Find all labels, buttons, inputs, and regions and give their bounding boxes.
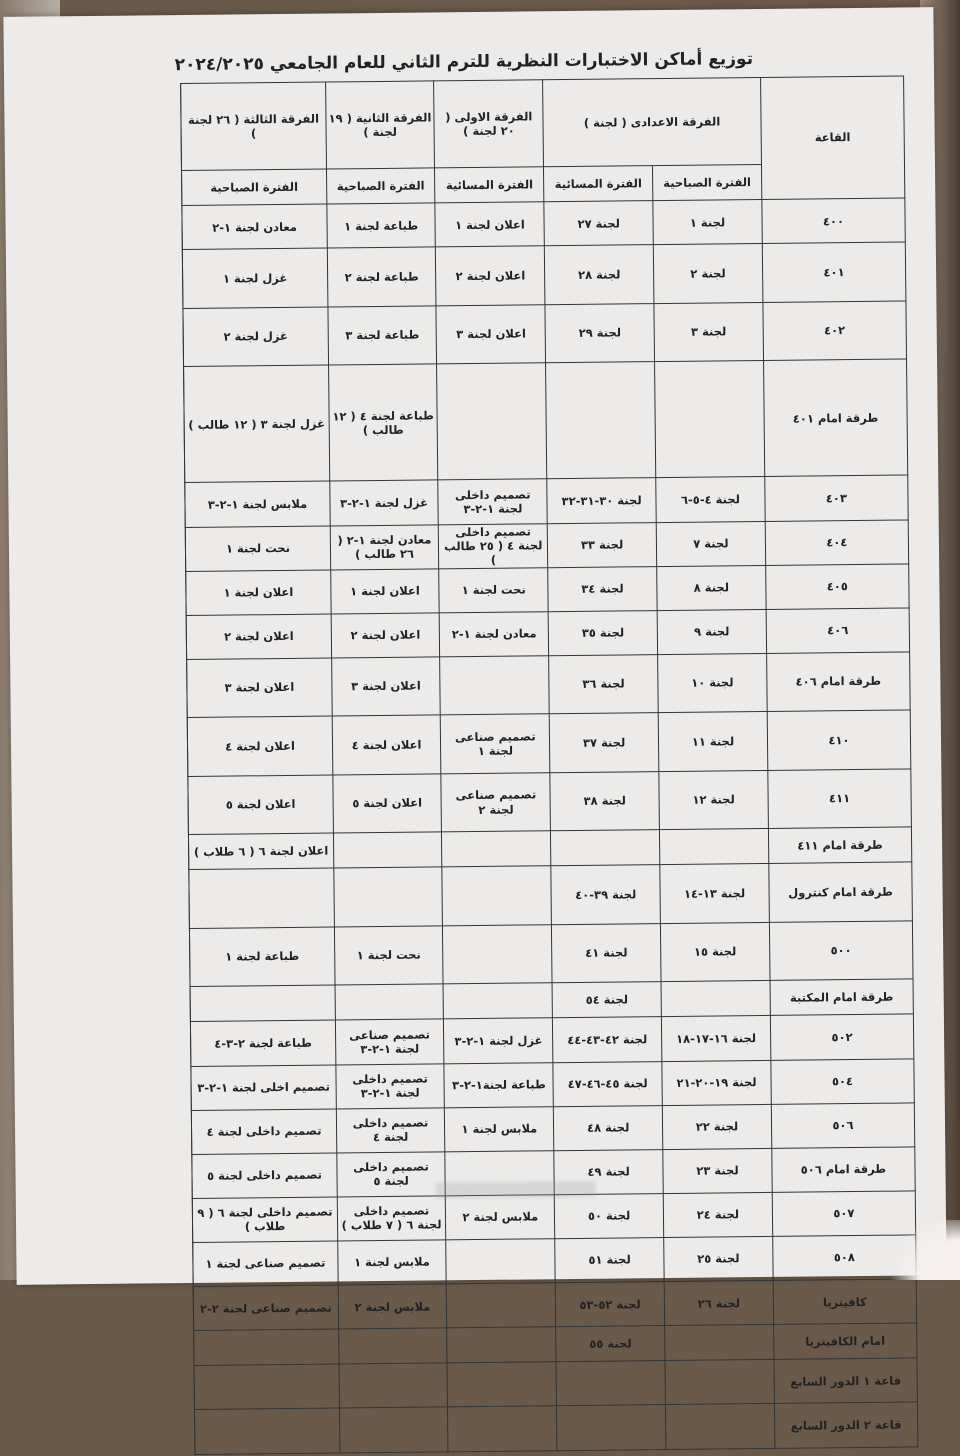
schedule-cell: معادن لجنة ١-٢ [182, 204, 327, 250]
schedule-cell: تصميم داخلى لجنة ٥ [336, 1152, 445, 1197]
table-row [50, 1402, 917, 1455]
schedule-cell: طباعة لجنة ١ [327, 203, 436, 248]
schedule-cell: غزل لجنة ٣ ( ١٢ طالب ) [184, 365, 330, 483]
hall-cell: طرقة امام ٥٠٦ [772, 1147, 916, 1193]
schedule-cell: تصميم داخلى لجنة ٦ ( ٩ طلاب ) [193, 1197, 338, 1243]
schedule-cell: لجنة ٢٣ [663, 1148, 772, 1193]
schedule-cell: لجنة ٢٨ [545, 245, 654, 305]
schedule-cell [665, 1325, 774, 1361]
schedule-cell: لجنة ٢ [653, 244, 762, 304]
schedule-cell: لجنة ٣٧ [549, 713, 658, 773]
hall-cell: ٥٠٠ [769, 921, 913, 981]
hall-cell: كافيتريا [773, 1279, 917, 1325]
schedule-cell: طباعة لجنة ٤ ( ١٢ طالب ) [328, 364, 438, 481]
schedule-cell: لجنة ١٠ [658, 653, 767, 713]
schedule-cell [447, 1327, 556, 1363]
schedule-cell: لجنة ١٣-١٤ [660, 864, 769, 924]
schedule-cell: لجنة ٥٠ [554, 1193, 663, 1238]
hall-cell: ٤٠١ [762, 242, 906, 302]
schedule-cell: لجنة ٨ [657, 565, 766, 610]
schedule-cell: لجنة ٥٤ [552, 982, 661, 1018]
schedule-cell: غزل لجنة ١ [183, 248, 328, 308]
schedule-cell: اعلان لجنة ١ [186, 570, 331, 616]
schedule-cell [443, 925, 552, 985]
header-row-groups [37, 76, 905, 172]
schedule-cell: لجنة ٥٢-٥٣ [555, 1282, 664, 1327]
schedule-cell: ملابس لجنة ١ [337, 1240, 446, 1285]
schedule-cell: اعلان لجنة ١ [330, 568, 439, 613]
schedule-cell: لجنة ٣٣ [547, 522, 656, 567]
schedule-cell [189, 868, 334, 928]
schedule-cell [194, 1364, 339, 1410]
hall-cell: ٤٠٣ [765, 475, 909, 521]
hall-cell: قاعة ١ الدور السابع [774, 1358, 918, 1404]
schedule-cell [661, 981, 770, 1017]
schedule-cell: تصميم داخلى لجنة ٤ [192, 1109, 337, 1155]
hall-cell: ٤١٠ [767, 710, 911, 770]
hall-cell: ٤٠٦ [766, 608, 910, 654]
page-title: توزيع أماكن الاختبارات النظرية للترم الثاني للعام الجامعي ٢٠٢٤/٢٠٢٥ [64, 48, 864, 76]
group-header: الفرقة الاولى ( ٢٠ لجنة ) [434, 80, 544, 168]
hall-cell: طرقة امام ٤٠٦ [766, 652, 910, 712]
hall-cell: ٤١١ [768, 769, 912, 829]
schedule-cell [339, 1363, 448, 1408]
schedule-cell [666, 1404, 775, 1449]
paper-corner [880, 1220, 960, 1280]
schedule-cell: لجنة ٤١ [552, 923, 661, 983]
schedule-cell [190, 985, 335, 1022]
hall-cell: طرقة امام ٤٠١ [763, 359, 907, 476]
schedule-cell: لجنة ٢٥ [664, 1236, 773, 1281]
schedule-cell: اعلان لجنة ٤ [188, 716, 333, 776]
hall-cell: ٥٠٤ [771, 1058, 915, 1104]
schedule-cell: لجنة ١١ [658, 712, 767, 772]
schedule-cell: لجنة ١٩-٢٠-٢١ [662, 1060, 771, 1105]
schedule-cell: لجنة ٤٢-٤٣-٤٤ [553, 1017, 662, 1062]
schedule-cell: طباعة لجنة ٢-٣-٤ [191, 1020, 336, 1066]
schedule-cell: تصميم صناعى لجنة ٢-٢ [194, 1285, 339, 1331]
group-header: الفرقة الثانية ( ١٩ لجنة ) [325, 81, 435, 169]
table-row [45, 921, 913, 989]
schedule-cell: لجنة ٢٤ [663, 1192, 772, 1237]
schedule-cell: اعلان لجنة ١ [435, 202, 544, 247]
schedule-cell: لجنة ٢٦ [664, 1281, 773, 1326]
faded-stamp [436, 1181, 596, 1199]
schedule-cell: اعلان لجنة ٤ [332, 715, 441, 775]
schedule-cell: نحت لجنة ١ [186, 526, 331, 572]
hall-cell: ٥٠٨ [773, 1235, 917, 1281]
schedule-cell [335, 984, 444, 1020]
schedule-cell: تصميم داخلى لجنة ١-٢-٣ [438, 479, 547, 524]
schedule-cell: تصميم اخلى لجنة ١-٢-٣ [191, 1064, 336, 1110]
table-row [40, 359, 908, 484]
schedule-cell: لجنة ٤٨ [554, 1105, 663, 1150]
schedule-cell: لجنة ٣٥ [548, 610, 657, 655]
hall-cell: ٥٠٧ [772, 1191, 916, 1237]
schedule-cell: تصميم صناعى لجنة ١ [193, 1241, 338, 1287]
schedule-cell: ملابس لجنة ١-٢-٣ [185, 481, 330, 527]
hall-cell: طرقة امام كنترول [769, 862, 913, 922]
schedule-cell: لجنة ٣ [654, 302, 763, 362]
schedule-cell: ملابس لجنة ١ [445, 1106, 554, 1151]
schedule-cell [446, 1239, 555, 1284]
hall-cell: طرقة امام ٤١١ [768, 827, 912, 863]
schedule-cell: نحت لجنة ١ [439, 567, 548, 612]
schedule-cell: معادن لجنة ١-٢ ( ٢٦ طالب ) [330, 524, 439, 569]
hall-cell: طرقة امام المكتبة [770, 979, 914, 1015]
schedule-cell: تصميم صناعى لجنة ١-٢-٣ [335, 1019, 444, 1064]
schedule-cell: اعلان لجنة ٥ [332, 774, 441, 834]
schedule-cell: غزل لجنة ١-٢-٣ [329, 480, 438, 525]
schedule-cell [333, 832, 442, 868]
schedule-cell: لجنة ٤٩ [554, 1149, 663, 1194]
table-row [43, 652, 911, 720]
schedule-cell [333, 867, 442, 927]
schedule-cell: اعلان لجنة ٦ ( ٦ طلاب ) [189, 833, 334, 870]
schedule-cell: لجنة ٢٩ [545, 303, 654, 363]
schedule-cell [557, 1405, 666, 1450]
schedule-cell: لجنة ١٦-١٧-١٨ [661, 1016, 770, 1061]
schedule-cell: لجنة ١٢ [659, 770, 768, 830]
period-header: الفترة المسائية [544, 166, 653, 202]
schedule-cell: لجنة ١ [653, 200, 762, 245]
schedule-cell: تصميم صناعى لجنة ١ [441, 714, 550, 774]
table-row [38, 242, 906, 310]
schedule-cell [338, 1328, 447, 1364]
schedule-cell [194, 1329, 339, 1366]
schedule-cell: لجنة ٣٦ [549, 654, 658, 714]
schedule-cell: لجنة ٣٩-٤٠ [551, 865, 660, 925]
hall-cell: ٤٠٤ [765, 519, 909, 565]
schedule-cell: لجنة ١٥ [660, 922, 769, 982]
schedule-cell: طباعة لجنة ٣ [328, 306, 437, 366]
hall-cell: قاعة ٢ الدور السابع [774, 1402, 918, 1448]
schedule-table [36, 75, 918, 1456]
hall-cell: امام الكافيتريا [773, 1323, 917, 1359]
schedule-cell [195, 1408, 340, 1454]
schedule-cell [440, 656, 549, 716]
schedule-cell [655, 361, 765, 478]
schedule-cell: لجنة ٤-٥-٦ [656, 477, 765, 522]
table-row [44, 769, 912, 837]
table-row [39, 301, 907, 369]
hall-header: القاعة [760, 76, 904, 200]
hall-cell: ٤٠٠ [762, 198, 906, 244]
group-header: الفرقة الثالثة ( ٢٦ لجنة ) [181, 82, 326, 171]
schedule-cell [442, 866, 551, 926]
schedule-cell [447, 1283, 556, 1328]
hall-cell: ٤٠٥ [766, 564, 910, 610]
schedule-cell: طباعة لجنة١-٢-٣ [444, 1062, 553, 1107]
schedule-cell [443, 983, 552, 1019]
schedule-cell: لجنة ٣٨ [550, 771, 659, 831]
document-page [3, 7, 946, 1285]
table-row [45, 862, 913, 930]
schedule-cell: ملابس لجنة ٢ [446, 1195, 555, 1240]
schedule-cell [546, 362, 656, 479]
schedule-cell: طباعة لجنة ١ [190, 927, 335, 987]
schedule-cell: اعلان لجنة ٥ [188, 775, 333, 835]
schedule-cell: نحت لجنة ١ [334, 926, 443, 986]
schedule-cell [437, 363, 547, 480]
schedule-cell: تصميم داخلى لجنة ٦ ( ٧ طلاب ) [337, 1196, 446, 1241]
period-header: الفترة المسائية [435, 167, 544, 203]
schedule-cell [659, 829, 768, 865]
schedule-cell: تصميم صناعى لجنة ٢ [441, 773, 550, 833]
period-header: الفترة الصباحية [182, 169, 327, 206]
hall-cell: ٥٠٢ [770, 1014, 914, 1060]
schedule-cell: لجنة ٥١ [555, 1238, 664, 1283]
schedule-cell: لجنة ٣٤ [548, 566, 657, 611]
schedule-cell: طباعة لجنة ٢ [327, 247, 436, 307]
group-header: الفرقة الاعدادى ( لجنة ) [543, 77, 762, 167]
schedule-cell: تصميم داخلى لجنة ١-٢-٣ [336, 1063, 445, 1108]
schedule-cell: لجنة ٤٥-٤٦-٤٧ [553, 1061, 662, 1106]
period-header: الفترة الصباحية [326, 168, 435, 204]
schedule-cell [339, 1407, 448, 1452]
schedule-cell [447, 1362, 556, 1407]
schedule-cell: اعلان لجنة ٣ [436, 305, 545, 365]
schedule-cell: تصميم داخلى لجنة ٤ [336, 1107, 445, 1152]
schedule-cell [556, 1361, 665, 1406]
schedule-cell [442, 831, 551, 867]
table-row [43, 710, 911, 778]
schedule-cell: تصميم داخلى لجنة ٥ [192, 1153, 337, 1199]
schedule-cell: اعلان لجنة ٢ [331, 613, 440, 658]
schedule-cell: لجنة ٣٠-٣١-٣٢ [547, 478, 656, 523]
schedule-cell: تصميم داخلى لجنة ٤ ( ٢٥ طالب ) [439, 523, 548, 568]
schedule-cell: اعلان لجنة ٣ [187, 658, 332, 718]
schedule-cell: معادن لجنة ١-٢ [440, 611, 549, 656]
schedule-cell [665, 1360, 774, 1405]
schedule-cell: لجنة ٩ [657, 609, 766, 654]
schedule-cell: اعلان لجنة ٢ [187, 614, 332, 660]
schedule-cell: ملابس لجنة ٢ [338, 1284, 447, 1329]
schedule-cell: لجنة ٧ [656, 521, 765, 566]
schedule-cell: لجنة ٥٥ [556, 1326, 665, 1362]
schedule-cell: غزل لجنة ٢ [183, 307, 328, 367]
schedule-cell [448, 1406, 557, 1451]
hall-cell: ٤٠٢ [763, 301, 907, 361]
schedule-cell: لجنة ٢٢ [662, 1104, 771, 1149]
schedule-cell [551, 830, 660, 866]
schedule-cell: اعلان لجنة ٢ [436, 246, 545, 306]
schedule-cell: غزل لجنة ١-٢-٣ [444, 1018, 553, 1063]
period-header: الفترة الصباحية [653, 165, 762, 201]
hall-cell: ٥٠٦ [771, 1103, 915, 1149]
schedule-cell: لجنة ٢٧ [544, 201, 653, 246]
schedule-cell: اعلان لجنة ٣ [331, 657, 440, 717]
